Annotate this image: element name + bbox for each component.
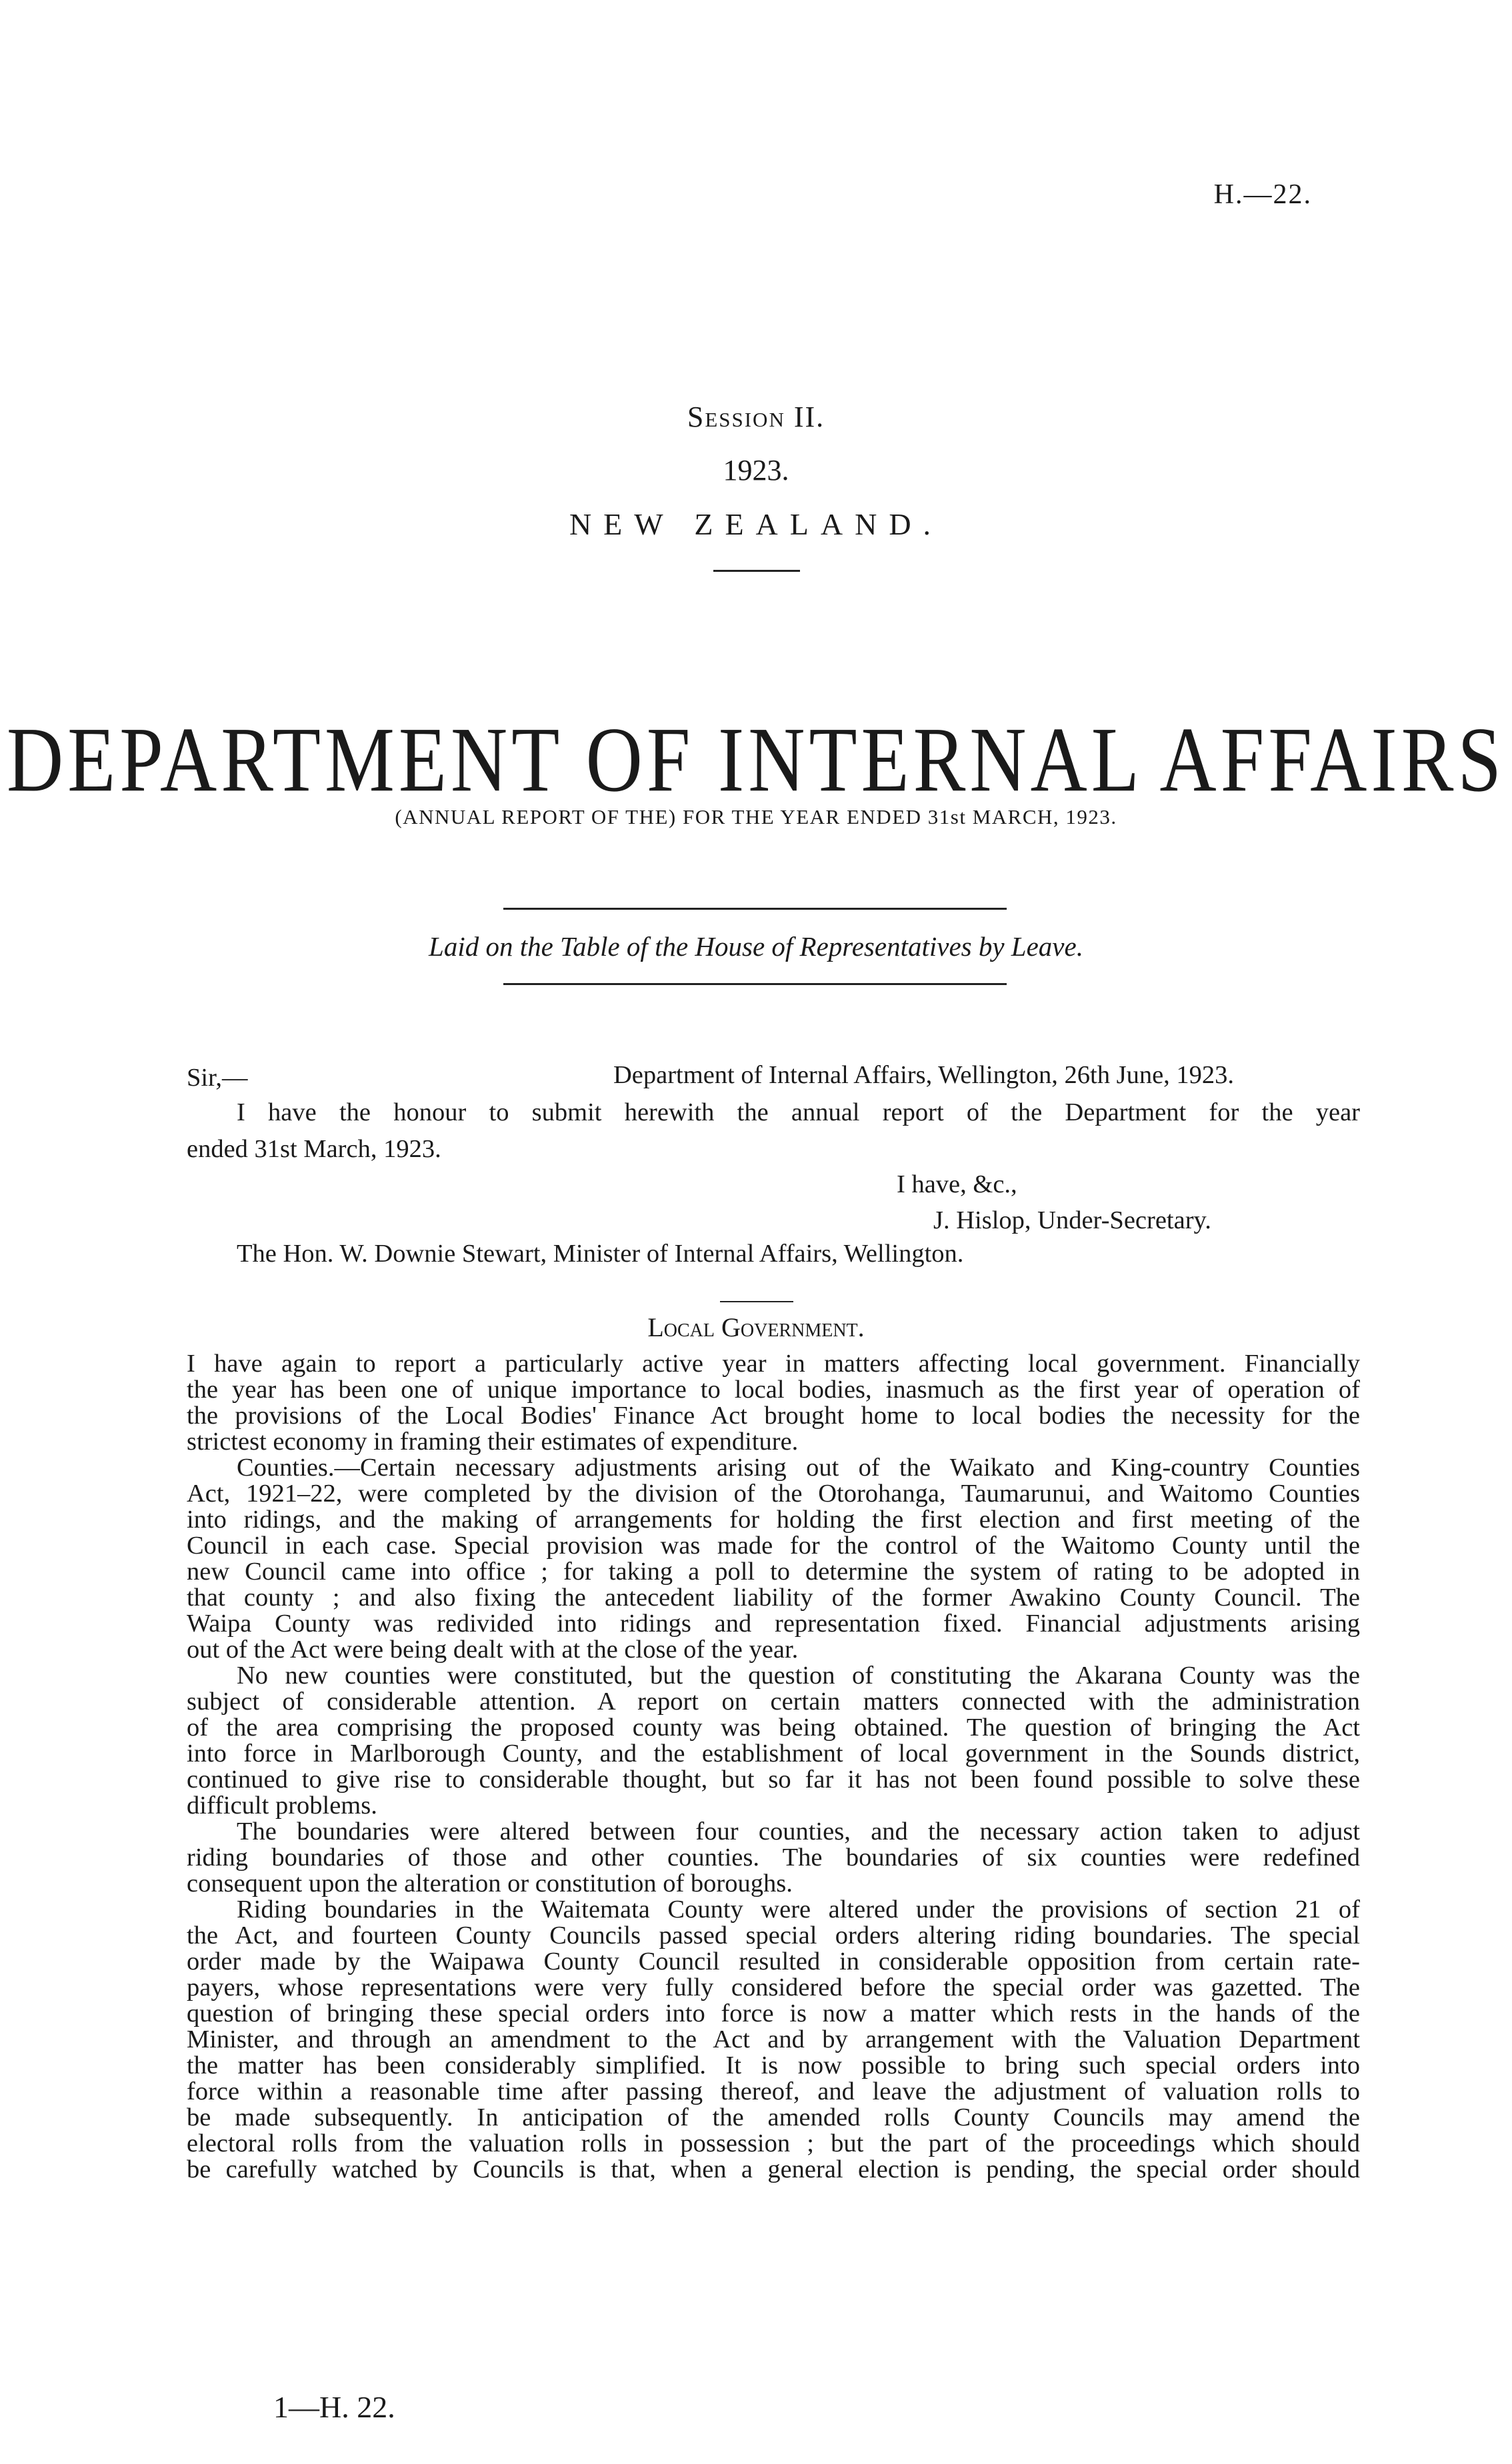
divider <box>713 570 800 572</box>
text-line: new Council came into office ; for taking a poll to determine the system of rating to be adopted in <box>187 1558 1360 1586</box>
text-line: Minister, and through an amendment to the Act and by arrangement with the Valuation Department <box>187 2025 1360 2053</box>
text-line: force within a reasonable time after passing thereof, and leave the adjustment of valuation rolls to <box>187 2077 1360 2105</box>
text-line: the year has been one of unique importance to local bodies, inasmuch as the first year of operation of <box>187 1376 1360 1404</box>
report-code: H.—22. <box>1213 179 1312 210</box>
text-line: strictest economy in framing their estimates of expenditure. <box>187 1428 799 1456</box>
letter-body-line: I have the honour to submit herewith the annual report of the Department for the year <box>237 1098 1360 1126</box>
letter-signature: J. Hislop, Under-Secretary. <box>933 1206 1211 1234</box>
divider <box>503 908 1007 910</box>
section-heading: Local Government. <box>647 1312 865 1342</box>
letter-salutation: Sir,— <box>187 1064 248 1092</box>
letter-address: Department of Internal Affairs, Wellington, 26th June, 1923. <box>613 1061 1235 1089</box>
divider <box>503 983 1007 985</box>
text-line: be carefully watched by Councils is that, when a general election is pending, the special order should <box>187 2155 1360 2183</box>
text-line: subject of considerable attention. A report on certain matters connected with the administration <box>187 1688 1360 1716</box>
signature-mark: 1—H. 22. <box>273 2390 395 2424</box>
text-line: question of bringing these special orders into force is now a matter which rests in the hands of the <box>187 1999 1360 2027</box>
text-line: payers, whose representations were very fully considered before the special order was gazetted. The <box>187 1973 1360 2001</box>
text-line: be made subsequently. In anticipation of the amended rolls County Councils may amend the <box>187 2103 1360 2131</box>
country-name: NEW ZEALAND. <box>569 507 943 541</box>
paragraph <box>187 1897 1360 2183</box>
report-title: DEPARTMENT OF INTERNAL AFFAIRS <box>6 708 1506 811</box>
section-body <box>187 1351 1360 2183</box>
text-line: The boundaries were altered between four counties, and the necessary action taken to adjust <box>237 1818 1360 1846</box>
text-line: Waipa County was redivided into ridings and representation fixed. Financial adjustments arising <box>187 1610 1360 1638</box>
text-line: into ridings, and the making of arrangements for holding the first election and first meeting of the <box>187 1506 1360 1534</box>
text-line: riding boundaries of those and other counties. The boundaries of six counties were redefined <box>187 1844 1360 1871</box>
paragraph <box>187 1351 1360 1455</box>
letter-closing: I have, &c., <box>897 1170 1017 1198</box>
text-line: difficult problems. <box>187 1792 377 1820</box>
text-line: that county ; and also fixing the antecedent liability of the former Awakino County Council. The <box>187 1584 1360 1612</box>
paragraph <box>187 1663 1360 1819</box>
text-line: of the area comprising the proposed county was being obtained. The question of bringing the Act <box>187 1714 1360 1742</box>
letter-addressee: The Hon. W. Downie Stewart, Minister of Internal Affairs, Wellington. <box>237 1240 964 1268</box>
text-line: continued to give rise to considerable thought, but so far it has not been found possible to solve these <box>187 1766 1360 1794</box>
session-year: 1923. <box>723 454 789 487</box>
text-line: Counties.—Certain necessary adjustments arising out of the Waikato and King-country Counties <box>237 1454 1360 1482</box>
text-line: order made by the Waipawa County Council resulted in considerable opposition from certain rate- <box>187 1947 1360 1975</box>
text-line: into force in Marlborough County, and the establishment of local government in the Sounds district, <box>187 1740 1360 1768</box>
text-line: electoral rolls from the valuation rolls in possession ; but the part of the proceedings which should <box>187 2129 1360 2157</box>
text-line: No new counties were constituted, but the question of constituting the Akarana County was the <box>237 1662 1360 1690</box>
divider <box>720 1301 793 1302</box>
letter-body-line: ended 31st March, 1923. <box>187 1135 441 1163</box>
text-line: the provisions of the Local Bodies' Finance Act brought home to local bodies the necessity for the <box>187 1402 1360 1430</box>
report-subtitle: (ANNUAL REPORT OF THE) FOR THE YEAR ENDED 31st MARCH, 1923. <box>395 805 1117 828</box>
text-line: I have again to report a particularly active year in matters affecting local government. Financially <box>187 1350 1360 1378</box>
paragraph <box>187 1819 1360 1897</box>
laid-on-table-note: Laid on the Table of the House of Representatives by Leave. <box>429 931 1083 962</box>
text-line: consequent upon the alteration or constitution of boroughs. <box>187 1869 793 1897</box>
text-line: the Act, and fourteen County Councils passed special orders altering riding boundaries. The special <box>187 1921 1360 1949</box>
session-label: Session II. <box>687 401 825 433</box>
text-line: Act, 1921–22, were completed by the division of the Otorohanga, Taumarunui, and Waitomo Counties <box>187 1480 1360 1508</box>
text-line: Council in each case. Special provision was made for the control of the Waitomo County until the <box>187 1532 1360 1560</box>
text-line: the matter has been considerably simplified. It is now possible to bring such special orders into <box>187 2051 1360 2079</box>
text-line: Riding boundaries in the Waitemata County were altered under the provisions of section 21 of <box>237 1895 1360 1923</box>
text-line: out of the Act were being dealt with at the close of the year. <box>187 1636 799 1664</box>
paragraph <box>187 1455 1360 1663</box>
